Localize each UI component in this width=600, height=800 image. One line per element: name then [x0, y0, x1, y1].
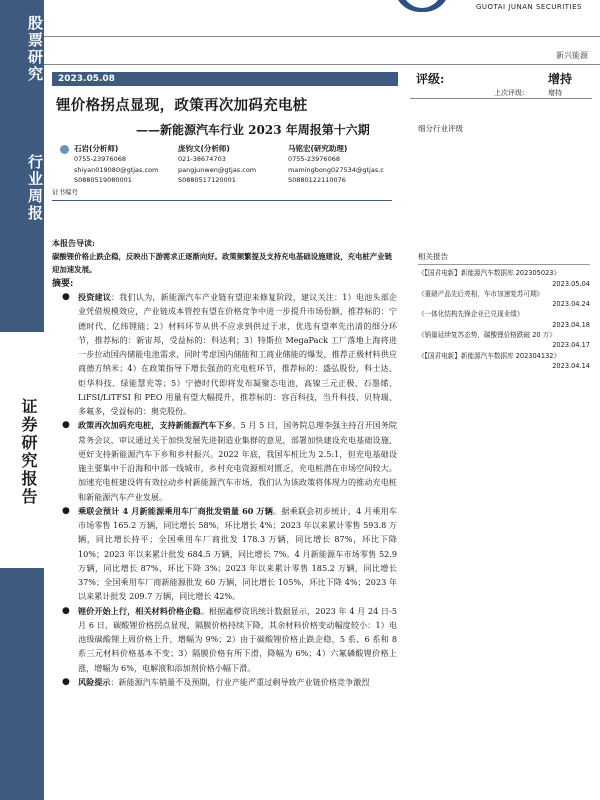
- bullet-icon: ●: [62, 605, 70, 616]
- abstract-title: 摘要:: [52, 279, 74, 289]
- bullet-icon: ●: [62, 292, 70, 302]
- header-divider-2: [44, 64, 600, 65]
- previous-rating-value: 增持: [548, 89, 562, 97]
- analyst-email[interactable]: mamingbong027534@gtjas.c: [288, 165, 384, 174]
- report-subtitle: ——新能源汽车行业 2023 年周报第十六期: [136, 123, 370, 137]
- rating-box: [410, 68, 592, 99]
- industry-tag: 新兴能源: [556, 51, 588, 60]
- bullet-icon: ●: [62, 676, 70, 687]
- related-reports: [418, 252, 590, 371]
- guide-body: 碳酸锂价格止跌企稳，反映出下游需求正逐渐向好。政策频繁提及支持充电基础设施建设，充电桩产业链迎加速发展。: [52, 252, 392, 274]
- analyst-cert: S0880122110076: [288, 176, 346, 184]
- sidebar-label-securities-report: 证券研究报告: [8, 372, 38, 532]
- sidebar-label-stock-research: 股票研究: [26, 15, 44, 83]
- analyst-cert: S0880517120001: [178, 176, 236, 184]
- rating-label: 评级:: [416, 72, 445, 86]
- analyst-phone: 0755-23976068: [288, 155, 340, 163]
- related-reports-title: 相关报告: [418, 252, 590, 265]
- sidebar-label-weekly: 行业周报: [26, 154, 44, 222]
- sub-industry-rating: 细分行业评级: [418, 124, 463, 133]
- analyst-card: [274, 143, 384, 186]
- list-item: ● 乘联会预计 4 月新能源乘用车厂商批发销量 60 万辆。据乘联会初步统计，4 月乘用车市场零售 165.2 万辆，同比增长 58%，环比增长 4%；2023 年以来累计零售 593.8 万辆，同比增长持平；全国乘用车厂商批发 178.3 万辆，同比增长 87%，环比下降 10%；2023 年以来累计批发 684.5 万辆，同比增长 7%。4 月新能源车市场零售 52.9 万辆，同比增长 87%，环比下降 3%；2023 年以来累计零售 185.2 万辆，同比增长 37%；全国乘用车厂商新能源批发 60 万辆，同比增长 105%，环比下降 4%；2023 年以来累计批发 209.7 万辆，同比增长 42%。: [62, 505, 397, 602]
- abstract-bullets: [52, 290, 397, 689]
- related-report-item[interactable]: 《【国君电新】新能源汽车数据库 202304132》 2023.04.14: [418, 351, 590, 370]
- previous-rating-label: 上次评级:: [494, 89, 525, 97]
- analyst-divider: [52, 200, 392, 201]
- related-report-item[interactable]: 《【国君电新】新能源汽车数据库 202305023》 2023.05.04: [418, 269, 590, 288]
- analyst-email[interactable]: shiyan019080@gtjas.com: [74, 165, 159, 174]
- rating-value: 增持: [547, 72, 572, 86]
- analyst-card: [164, 143, 274, 186]
- list-item: ● 投资建议：我们认为，新能源汽车产业链有望迎来修复阶段，建议关注：1）电池头部企业凭借规模效应，产业链成本管控有望在价格竞争中进一步提升市场份额，推荐标的：宁德时代、亿纬锂能；2）材料环节从供不应求到供过于求，优选有望率先出清的细分环节，推荐标的：新宙邦，受益标的：科达利；3）特斯拉 MegaPack 工厂落地上海将进一步拉动国内储能电池需求，同时考虑国内储能和工商业储能的爆发，推荐正极材料供应商德方纳米；4）在政策指导下增长强劲的充电桩环节，推荐标的：盛弘股份，科士达、炬华科技、绿能慧充等；5）宁德时代即将发布凝聚态电池，高镍三元正极、石墨烯、LiFSI/LiTFSI 和 PEO 用量有望大幅提升，推荐标的：容百科技，当升科技、贝特瑞、多氟多，受益标的：奥克股份。: [62, 292, 397, 416]
- company-name-en: GUOTAI JUNAN SECURITIES: [475, 3, 582, 11]
- report-date: 2023.05.08: [52, 72, 398, 86]
- analyst-cert: S0880519080001: [74, 176, 132, 184]
- logo-band: [44, 0, 600, 20]
- bullet-icon: ●: [62, 505, 70, 516]
- cert-label: 证书编号: [52, 188, 78, 196]
- header-divider: [44, 36, 600, 37]
- analyst-name: 石岩(分析师): [74, 144, 119, 153]
- analyst-card: [60, 143, 170, 186]
- list-item: ● 风险提示：新能源汽车销量不及预期，行业产能严重过剩导致产业链价格竞争激烈: [52, 675, 397, 689]
- analyst-phone: 021-38674703: [178, 155, 226, 163]
- analyst-email[interactable]: pangjunwen@gtjas.com: [178, 165, 257, 174]
- person-icon: [60, 145, 69, 154]
- list-item: ● 锂价开始上行，相关材料价格企稳。根据鑫椤资讯统计数据显示，2023 年 4 月 24 日-5 月 6 日，碳酸锂价格拐点显现，隔膜价格持续下降，其余材料价格变动幅度较小：1）电池级碳酸锂上周价格上升，增幅为 9%；2）由于碳酸锂价格止跌企稳，5 系、6 系和 8 系三元材料价格基本不变；3）隔膜价格有所下滑，降幅为 6%；4）六氟磷酸锂价格上涨，增幅为 6%，电解液和添加剂价格小幅下滑。: [62, 605, 397, 673]
- analyst-phone: 0755-23976068: [74, 155, 126, 163]
- analyst-name: 马铭宏(研究助理): [288, 144, 348, 153]
- related-report-item[interactable]: 《一体化结构先锋企业已兑现业绩》 2023.04.18: [418, 310, 590, 329]
- bullet-icon: ●: [62, 420, 70, 431]
- related-report-item[interactable]: 《重磅产品先后亮相，车市加速复苏可期》 2023.04.24: [418, 289, 590, 309]
- report-title: 锂价格拐点显现，政策再次加码充电桩: [56, 97, 308, 114]
- related-report-item[interactable]: 《销量延续复苏态势，碳酸锂价格跌破 20 万》 2023.04.17: [418, 331, 590, 350]
- list-item: ● 政策再次加码充电桩，支持新能源汽车下乡。5 月 5 日，国务院总理李强主持召开国务院常务会议，审议通过关于加快发展先进制造业集群的意见，部署加快建设充电基础设施，更好支持新能源汽车下乡和乡村振兴。2022 年底，我国车桩比为 2.5:1，但充电基础设施主要集中于沿海和中部一线城市，乡村充电资源相对匮乏，充电桩潜在市场空间较大。加速充电桩建设将有效拉动乡村新能源汽车市场，我们认为该政策将体现力的推动充电桩和新能源汽车产业发展。: [62, 420, 397, 502]
- guide-title: 本报告导读:: [52, 238, 95, 248]
- report-guide: [52, 237, 397, 276]
- analyst-name: 庞钧文(分析师): [178, 144, 230, 153]
